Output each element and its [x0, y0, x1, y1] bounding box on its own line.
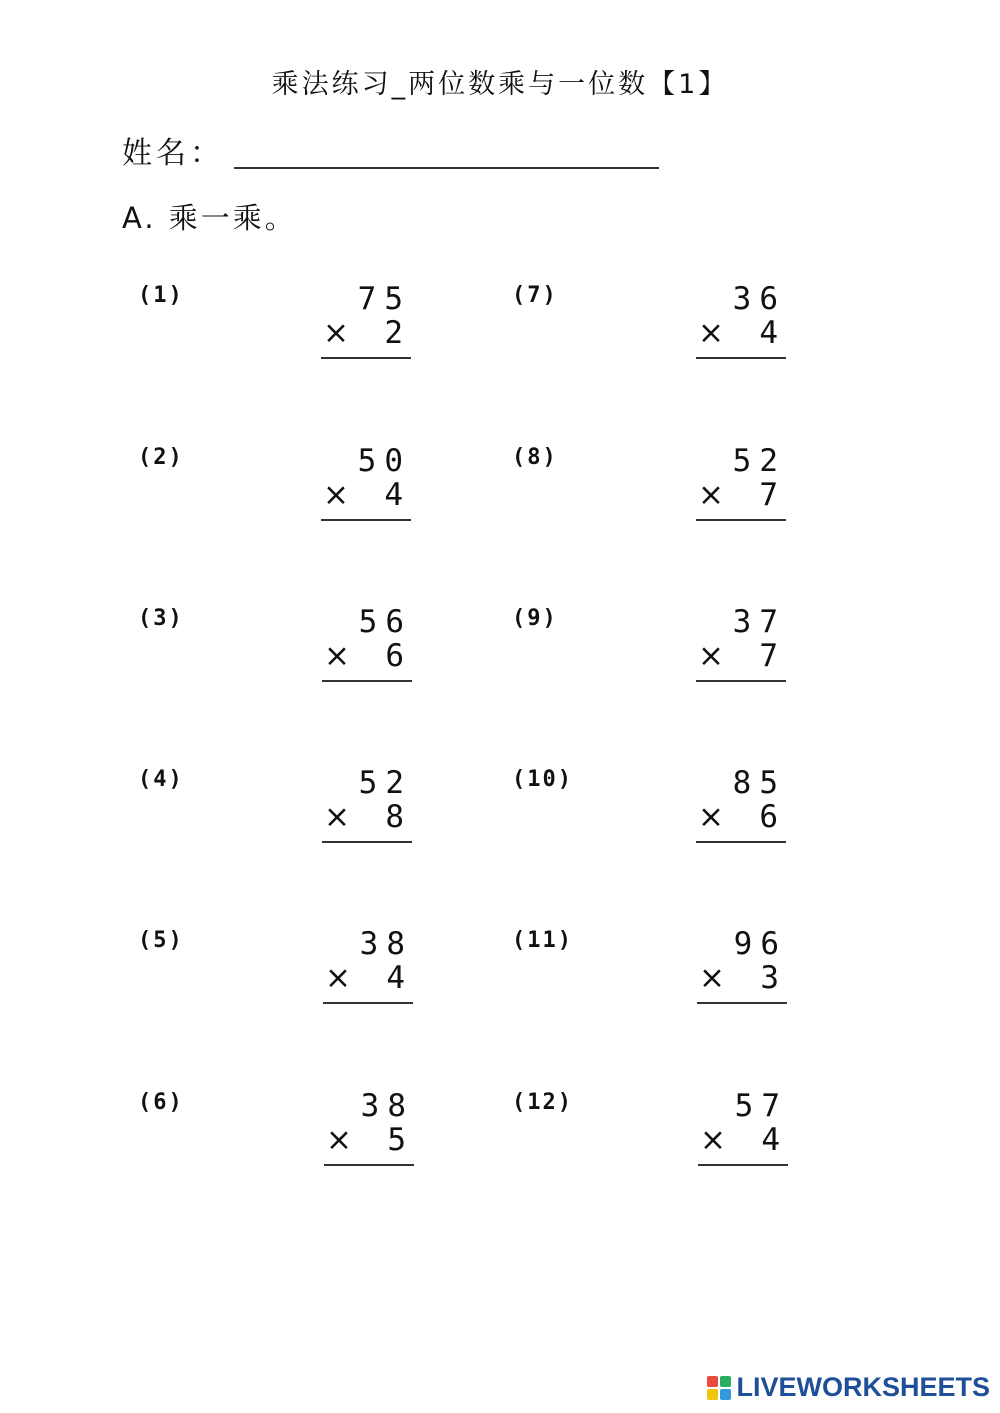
problem-number: (3): [138, 606, 184, 631]
problem-number: (10): [512, 767, 573, 792]
multiplier: 6: [759, 799, 786, 835]
multiplicand: 38: [360, 1088, 414, 1124]
problem-12: [512, 1090, 812, 1170]
section-heading: A. 乘一乘。: [122, 201, 297, 235]
problem-7: [512, 283, 812, 363]
problem-number: (12): [512, 1090, 573, 1115]
answer-line[interactable]: [321, 519, 411, 521]
multiplicand: 50: [357, 443, 411, 479]
problem-9: [512, 606, 812, 686]
problem-10: [512, 767, 812, 847]
multiplier: 4: [384, 477, 411, 513]
multiplier: 2: [384, 315, 411, 351]
multiply-sign: ×: [698, 315, 724, 351]
answer-line[interactable]: [696, 519, 786, 521]
problem-number: (6): [138, 1090, 184, 1115]
multiplier: 4: [386, 960, 413, 996]
watermark-text: LIVEWORKSHEETS: [736, 1372, 990, 1402]
problem-4: [138, 767, 438, 847]
multiplicand: 75: [357, 281, 411, 317]
multiplier: 6: [385, 638, 412, 674]
multiplier: 4: [761, 1122, 788, 1158]
multiply-sign: ×: [324, 799, 350, 835]
problem-1: [138, 283, 438, 363]
problem-number: (5): [138, 928, 184, 953]
answer-line[interactable]: [324, 1164, 414, 1166]
answer-line[interactable]: [321, 357, 411, 359]
multiplicand: 36: [732, 281, 786, 317]
answer-line[interactable]: [698, 1164, 788, 1166]
answer-line[interactable]: [322, 680, 412, 682]
problem-number: (9): [512, 606, 558, 631]
multiplier: 8: [385, 799, 412, 835]
multiplier: 3: [760, 960, 787, 996]
multiplicand: 56: [358, 604, 412, 640]
multiplicand: 38: [359, 926, 413, 962]
multiply-sign: ×: [698, 638, 724, 674]
problem-number: (2): [138, 445, 184, 470]
answer-line[interactable]: [696, 841, 786, 843]
name-row: [122, 132, 659, 172]
answer-line[interactable]: [323, 1002, 413, 1004]
problem-8: [512, 445, 812, 525]
problem-number: (1): [138, 283, 184, 308]
multiply-sign: ×: [698, 477, 724, 513]
problem-3: [138, 606, 438, 686]
multiply-sign: ×: [698, 799, 724, 835]
name-input-line[interactable]: [234, 167, 659, 169]
problem-11: [512, 928, 812, 1008]
answer-line[interactable]: [696, 680, 786, 682]
multiply-sign: ×: [326, 1122, 352, 1158]
multiplicand: 37: [732, 604, 786, 640]
answer-line[interactable]: [697, 1002, 787, 1004]
multiplicand: 57: [734, 1088, 788, 1124]
problem-6: [138, 1090, 438, 1170]
worksheet-title: 乘法练习_两位数乘与一位数【1】: [271, 69, 729, 100]
problem-2: [138, 445, 438, 525]
answer-line[interactable]: [322, 841, 412, 843]
multiplicand: 96: [733, 926, 787, 962]
multiply-sign: ×: [699, 960, 725, 996]
name-label: 姓名：: [122, 136, 224, 171]
multiply-sign: ×: [325, 960, 351, 996]
multiplier: 7: [759, 477, 786, 513]
answer-line[interactable]: [696, 357, 786, 359]
multiplier: 7: [759, 638, 786, 674]
liveworksheets-logo-icon: [707, 1376, 731, 1400]
multiply-sign: ×: [324, 638, 350, 674]
multiplicand: 52: [358, 765, 412, 801]
problem-number: (7): [512, 283, 558, 308]
multiply-sign: ×: [323, 315, 349, 351]
liveworksheets-watermark: [707, 1372, 990, 1403]
problem-number: (11): [512, 928, 573, 953]
problem-number: (4): [138, 767, 184, 792]
multiply-sign: ×: [323, 477, 349, 513]
multiplicand: 85: [732, 765, 786, 801]
multiplicand: 52: [732, 443, 786, 479]
problem-5: [138, 928, 438, 1008]
problem-number: (8): [512, 445, 558, 470]
multiplier: 5: [387, 1122, 414, 1158]
multiply-sign: ×: [700, 1122, 726, 1158]
multiplier: 4: [759, 315, 786, 351]
